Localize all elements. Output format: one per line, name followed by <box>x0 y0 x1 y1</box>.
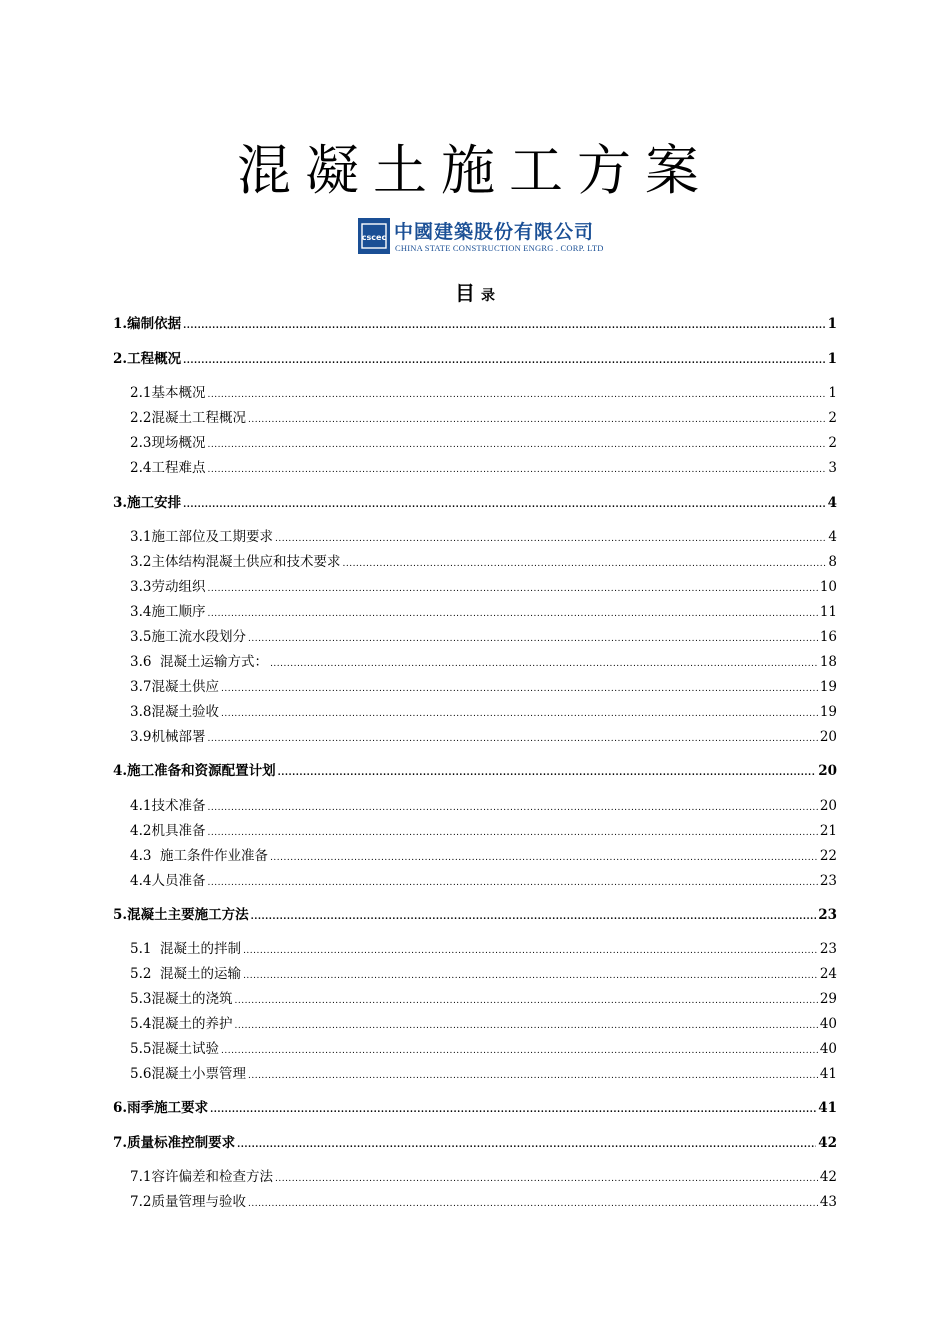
toc-entry[interactable] <box>113 761 837 781</box>
toc-entry-label: 3.9机械部署 <box>130 729 206 745</box>
toc-heading <box>0 277 950 306</box>
toc-entry-page: 2 <box>828 435 837 451</box>
toc-entry[interactable] <box>113 1133 837 1153</box>
toc-entry-label: 2.2混凝土工程概况 <box>130 410 246 426</box>
toc-entry-page: 29 <box>819 991 837 1007</box>
toc-entry[interactable] <box>113 796 837 816</box>
toc-entry-label: 5.2 混凝土的运输 <box>130 966 242 982</box>
toc-entry-label: 7.2质量管理与验收 <box>130 1194 246 1210</box>
toc-entry-page: 1 <box>827 351 837 367</box>
cscec-logo-icon <box>358 218 390 254</box>
toc-entry-page: 3 <box>828 460 837 476</box>
toc-entry-label: 7.质量标准控制要求 <box>113 1135 236 1151</box>
toc-entry-label: 3.3劳动组织 <box>130 579 206 595</box>
toc-entry[interactable] <box>113 964 837 984</box>
toc-leader-dots <box>270 848 818 868</box>
toc-leader-dots <box>221 704 818 724</box>
toc-entry-label: 4.1技术准备 <box>130 798 206 814</box>
toc-entry[interactable] <box>113 433 837 453</box>
toc-entry[interactable] <box>113 493 837 513</box>
toc-entry-page: 20 <box>819 729 837 745</box>
company-name-en: CHINA STATE CONSTRUCTION ENGRG . CORP. LTD <box>395 243 604 253</box>
toc-entry[interactable] <box>113 458 837 478</box>
toc-entry-page: 4 <box>828 529 837 545</box>
toc-entry[interactable] <box>113 1098 837 1118</box>
toc-entry-page: 40 <box>819 1041 837 1057</box>
toc-entry-label: 3.7混凝土供应 <box>130 679 219 695</box>
toc-entry-label: 3.5施工流水段划分 <box>130 629 246 645</box>
toc-entry-page: 20 <box>818 763 837 779</box>
toc-leader-dots <box>248 629 818 649</box>
toc-entry[interactable] <box>113 383 837 403</box>
toc-leader-dots <box>183 351 826 371</box>
toc-leader-dots <box>248 1066 818 1086</box>
toc-entry-page: 42 <box>819 1169 837 1185</box>
toc-entry[interactable] <box>113 846 837 866</box>
toc-entry-label: 5.3混凝土的浇筑 <box>130 991 233 1007</box>
toc-leader-dots <box>207 823 817 843</box>
toc-leader-dots <box>183 316 826 336</box>
toc-entry-page: 1 <box>827 316 837 332</box>
toc-leader-dots <box>207 435 826 455</box>
document-title: 混凝土施工方案 <box>237 139 713 202</box>
toc-entry-page: 20 <box>819 798 837 814</box>
toc-entry-label: 3.1施工部位及工期要求 <box>130 529 273 545</box>
toc-entry[interactable] <box>113 602 837 622</box>
toc-entry[interactable] <box>113 1192 837 1212</box>
toc-entry-page: 11 <box>819 604 837 620</box>
toc-entry-label: 2.4工程难点 <box>130 460 206 476</box>
toc-leader-dots <box>243 966 818 986</box>
toc-entry-page: 42 <box>818 1135 837 1151</box>
toc-leader-dots <box>207 460 826 480</box>
toc-entry-page: 16 <box>819 629 837 645</box>
toc-entry-label: 2.1基本概况 <box>130 385 206 401</box>
toc-entry[interactable] <box>113 1039 837 1059</box>
toc-entry[interactable] <box>113 349 837 369</box>
toc-entry-label: 4.4人员准备 <box>130 873 206 889</box>
toc-leader-dots <box>234 991 817 1011</box>
toc-leader-dots <box>234 1016 817 1036</box>
toc-leader-dots <box>275 529 826 549</box>
toc-entry-label: 3.6 混凝土运输方式： <box>130 654 269 670</box>
toc-entry-label: 3.2主体结构混凝土供应和技术要求 <box>130 554 341 570</box>
toc-entry[interactable] <box>113 652 837 672</box>
toc-entry[interactable] <box>113 552 837 572</box>
toc-entry[interactable] <box>113 939 837 959</box>
toc-entry-page: 24 <box>819 966 837 982</box>
toc-leader-dots <box>221 679 818 699</box>
toc-entry-page: 19 <box>819 679 837 695</box>
toc-entry-label: 5.1 混凝土的拌制 <box>130 941 242 957</box>
toc-entry[interactable] <box>113 314 837 334</box>
toc-entry[interactable] <box>113 677 837 697</box>
toc-entry-page: 18 <box>819 654 837 670</box>
toc-entry-label: 5.5混凝土试验 <box>130 1041 219 1057</box>
toc-entry-page: 41 <box>818 1100 837 1116</box>
toc-leader-dots <box>207 873 817 893</box>
toc-entry[interactable] <box>113 989 837 1009</box>
toc-heading-small: 录 <box>481 288 495 304</box>
toc-leader-dots <box>270 654 818 674</box>
toc-entry-label: 1.编制依据 <box>113 316 182 332</box>
toc-entry-page: 22 <box>819 848 837 864</box>
toc-entry-page: 4 <box>827 495 837 511</box>
toc-entry[interactable] <box>113 727 837 747</box>
toc-leader-dots <box>221 1041 818 1061</box>
toc-leader-dots <box>207 729 817 749</box>
toc-entry-label: 3.4施工顺序 <box>130 604 206 620</box>
toc-entry-page: 10 <box>819 579 837 595</box>
toc-entry-label: 5.6混凝土小票管理 <box>130 1066 246 1082</box>
toc-entry[interactable] <box>113 871 837 891</box>
toc-leader-dots <box>278 763 817 783</box>
toc-entry-label: 7.1容许偏差和检查方法 <box>130 1169 273 1185</box>
toc-entry[interactable] <box>113 527 837 547</box>
toc-leader-dots <box>243 941 818 961</box>
company-name-cn: 中國建築股份有限公司 <box>394 221 595 243</box>
svg-text:cscec: cscec <box>361 233 387 242</box>
toc-entry-page: 40 <box>819 1016 837 1032</box>
toc-entry-page: 8 <box>828 554 837 570</box>
toc-entry-page: 1 <box>828 385 837 401</box>
toc-leader-dots <box>207 579 817 599</box>
toc-leader-dots <box>207 604 817 624</box>
toc-leader-dots <box>251 907 817 927</box>
toc-leader-dots <box>183 495 826 515</box>
toc-entry-label: 3.8混凝土验收 <box>130 704 219 720</box>
toc-entry[interactable] <box>113 408 837 428</box>
toc-entry[interactable] <box>113 1064 837 1084</box>
toc-entry-label: 2.工程概况 <box>113 351 182 367</box>
toc-leader-dots <box>248 1194 818 1214</box>
toc-leader-dots <box>237 1135 816 1155</box>
toc-entry-page: 23 <box>818 907 837 923</box>
toc-leader-dots <box>207 798 817 818</box>
toc-leader-dots <box>275 1169 818 1189</box>
toc-entry-label: 6.雨季施工要求 <box>113 1100 209 1116</box>
toc-entry[interactable] <box>113 577 837 597</box>
toc-entry-label: 3.施工安排 <box>113 495 182 511</box>
toc-entry-page: 2 <box>828 410 837 426</box>
toc-entry-page: 41 <box>819 1066 837 1082</box>
toc-leader-dots <box>342 554 826 574</box>
toc-entry[interactable] <box>113 702 837 722</box>
toc-entry-label: 5.混凝土主要施工方法 <box>113 907 249 923</box>
toc-entry[interactable] <box>113 821 837 841</box>
toc-entry-page: 19 <box>819 704 837 720</box>
toc-entry-label: 5.4混凝土的养护 <box>130 1016 233 1032</box>
toc-entry-label: 4.施工准备和资源配置计划 <box>113 763 276 779</box>
toc-entry-page: 23 <box>819 941 837 957</box>
toc-entry-page: 21 <box>819 823 837 839</box>
toc-entry-page: 43 <box>819 1194 837 1210</box>
toc-leader-dots <box>248 410 826 430</box>
toc-leader-dots <box>210 1100 816 1120</box>
toc-entry[interactable] <box>113 1014 837 1034</box>
toc-entry-label: 2.3现场概况 <box>130 435 206 451</box>
toc-entry[interactable] <box>113 905 837 925</box>
toc-leader-dots <box>207 385 826 405</box>
toc-entry-page: 23 <box>819 873 837 889</box>
company-logo <box>358 218 604 256</box>
toc-entry[interactable] <box>113 1167 837 1187</box>
toc-entry[interactable] <box>113 627 837 647</box>
toc-heading-big: 目 <box>455 281 475 305</box>
toc-entry-label: 4.3 施工条件作业准备 <box>130 848 269 864</box>
toc-entry-label: 4.2机具准备 <box>130 823 206 839</box>
